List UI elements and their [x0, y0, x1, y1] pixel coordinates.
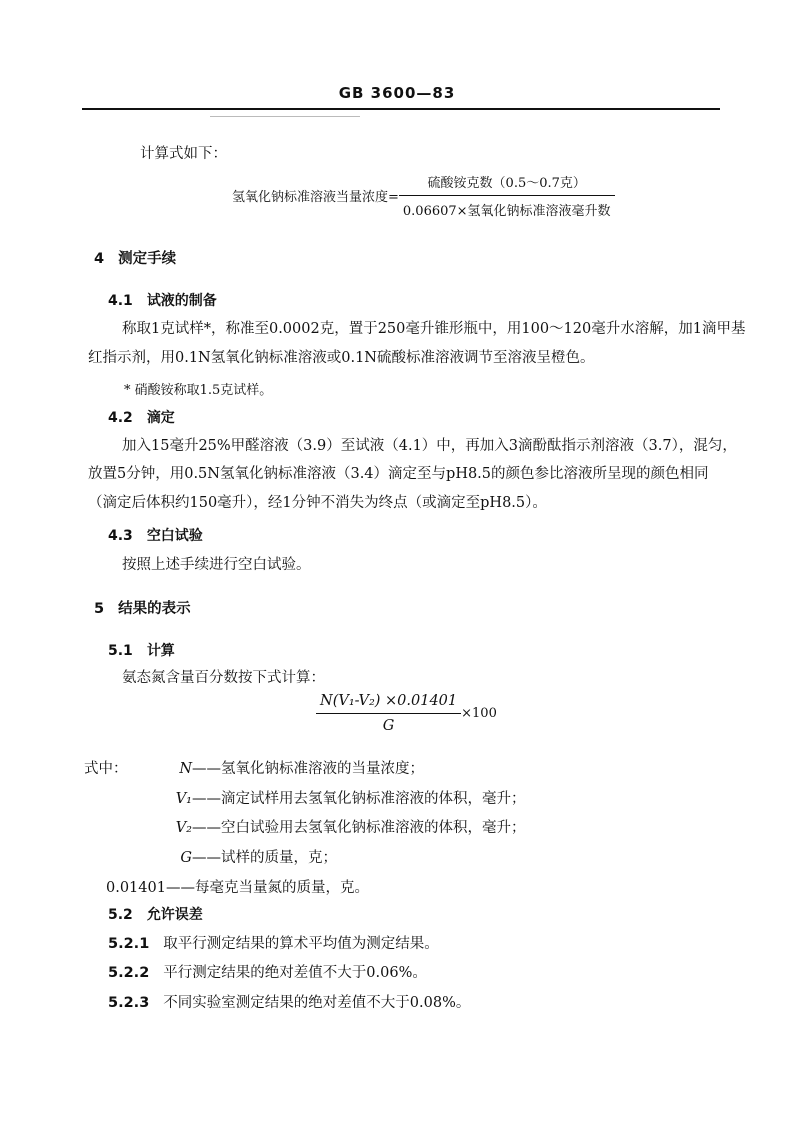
definition-text: ——空白试验用去氢氧化钠标准溶液的体积，毫升；: [192, 820, 526, 836]
formula-nitrogen: [316, 693, 497, 734]
paragraph-line: 红指示剂，用0.1N氢氧化钠标准溶液或0.1N硫酸标准溶液调节至溶液呈橙色。: [88, 350, 595, 366]
paragraph-line: 按照上述手续进行空白试验。: [122, 557, 311, 573]
section-title: 试液的制备: [146, 293, 217, 309]
clause-number: 5.2.3: [108, 995, 150, 1011]
formula-lhs: 氢氧化钠标准溶液当量浓度=: [232, 190, 399, 205]
formula-numerator: N(V₁-V₂) ×0.01401: [320, 693, 458, 709]
clause-text: 取平行测定结果的算术平均值为测定结果。: [163, 936, 439, 952]
definition-row: [84, 816, 526, 837]
formula-fraction: [316, 693, 461, 734]
section-title: 测定手续: [118, 251, 177, 267]
section-5-1-heading: [108, 640, 175, 660]
section-title: 空白试验: [146, 528, 203, 544]
section-5-2-heading: [108, 904, 203, 924]
formula-denominator: G: [316, 713, 461, 734]
document-code: GB 3600—83: [338, 84, 456, 102]
header-rule-faint: [210, 116, 360, 117]
formula-multiplier: ×100: [461, 706, 497, 721]
definition-symbol: N: [179, 761, 192, 777]
definition-row: [84, 787, 526, 808]
definition-symbol: V₁: [175, 791, 192, 807]
section-number: 4.2: [108, 410, 133, 426]
clause-number: 5.2.2: [108, 965, 150, 981]
paragraph-line: 加入15毫升25%甲醛溶液（3.9）至试液（4.1）中，再加入3滴酚酞指示剂溶液（3.7），混匀，: [122, 438, 737, 454]
section-title: 计算: [146, 643, 175, 659]
formula-denominator: 0.06607×氢氧化钠标准溶液毫升数: [399, 195, 615, 219]
intro-text: 计算式如下：: [140, 146, 227, 162]
section-number: 5.1: [108, 643, 133, 659]
footnote: * 硝酸铵称取1.5克试样。: [124, 383, 273, 398]
section-title: 滴定: [146, 410, 175, 426]
paragraph-line: 称取1克试样*，称准至0.0002克，置于250毫升锥形瓶中，用100～120毫升水溶解，加1滴甲基: [122, 321, 746, 337]
clause-5-2-2: [108, 961, 427, 982]
definition-symbol: G: [180, 850, 192, 866]
clause-number: 5.2.1: [108, 936, 150, 952]
definitions-lead: 式中：: [84, 761, 128, 777]
section-number: 4.3: [108, 528, 133, 544]
formula-normality: [232, 172, 615, 219]
paragraph-line: 氨态氮含量百分数按下式计算：: [122, 670, 325, 686]
section-number: 4.1: [108, 293, 133, 309]
definition-text: ——试样的质量，克；: [192, 850, 337, 866]
section-title: 结果的表示: [118, 601, 191, 617]
definition-text: ——氢氧化钠标准溶液的当量浓度；: [192, 761, 424, 777]
section-5-heading: [94, 597, 191, 618]
paragraph-line: 放置5分钟，用0.5N氢氧化钠标准溶液（3.4）滴定至与pH8.5的颜色参比溶液所呈现的颜色相同: [88, 466, 709, 482]
clause-5-2-1: [108, 932, 439, 953]
section-number: 5: [94, 601, 105, 617]
section-4-2-heading: [108, 407, 175, 427]
section-number: 5.2: [108, 907, 133, 923]
clause-text: 不同实验室测定结果的绝对差值不大于0.08%。: [163, 995, 471, 1011]
formula-fraction: [399, 172, 615, 219]
definition-symbol: V₂: [175, 820, 192, 836]
definition-symbol: 0.01401: [106, 880, 166, 896]
definition-row: [84, 846, 337, 867]
formula-numerator: 硫酸铵克数（0.5～0.7克）: [427, 176, 586, 191]
clause-text: 平行测定结果的绝对差值不大于0.06%。: [163, 965, 427, 981]
section-number: 4: [94, 251, 105, 267]
header-rule: [82, 108, 720, 110]
section-4-1-heading: [108, 290, 217, 310]
section-4-3-heading: [108, 525, 203, 545]
section-title: 允许误差: [146, 907, 203, 923]
definition-text: ——每毫克当量氮的质量，克。: [165, 880, 369, 896]
definition-text: ——滴定试样用去氢氧化钠标准溶液的体积，毫升；: [192, 791, 526, 807]
definition-row: [84, 757, 424, 778]
paragraph-line: （滴定后体积约150毫升），经1分钟不消失为终点（或滴定至pH8.5）。: [88, 495, 547, 511]
definition-row: [106, 876, 369, 897]
clause-5-2-3: [108, 991, 470, 1012]
section-4-heading: [94, 247, 176, 268]
